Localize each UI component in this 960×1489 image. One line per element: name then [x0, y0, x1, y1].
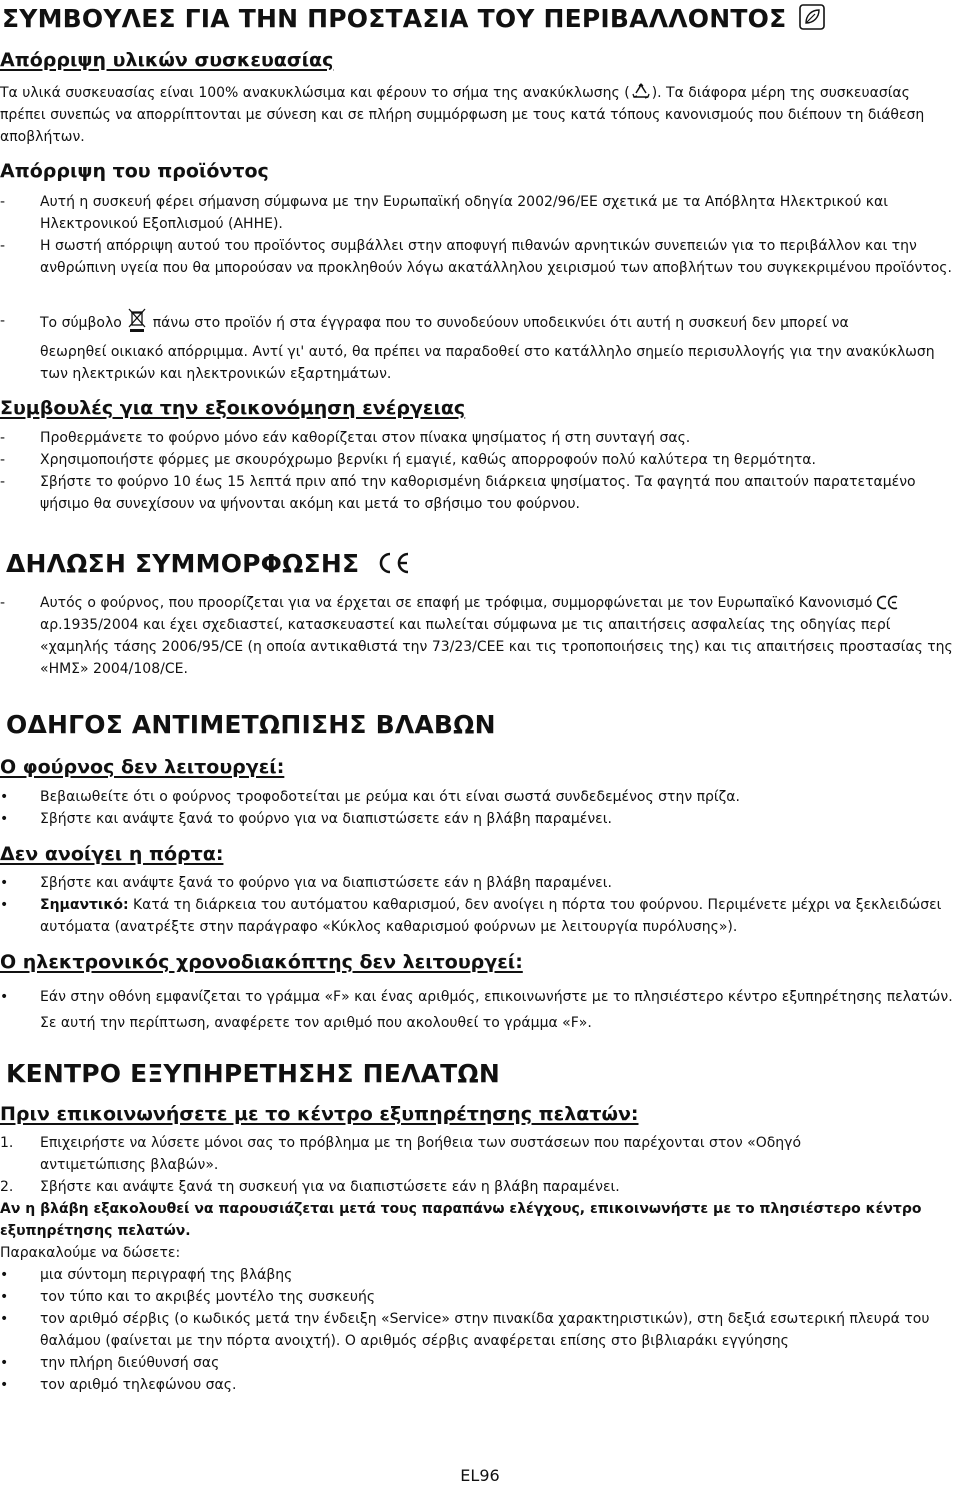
ce-mark-icon: [877, 595, 899, 610]
document-page: ΣΥΜΒΟΥΛΕΣ ΓΙΑ ΤΗΝ ΠΡΟΣΤΑΣΙΑ ΤΟΥ ΠΕΡΙΒΑΛΛΟΝΤΟΣ Απόρριψη υλικών συσκευασίας Τα υλικά συσκευασίας είναι 100% ανακυκλώσιμα και φέρουν το σήμα της ανακύκλωσης ( ). Τα διάφορα μέρη της συσκευασίας πρέπει συνεπώς να απορρίπτονται με σύνεση και σε πλήρη συμμόρφωση με τους κατά τόπους κανονισμούς που διέπουν τη διάθεση αποβλήτων. Απόρριψη του προϊόντος - Αυτή η συσκευή φέρει σήμανση σύμφωνα με την Ευρωπαϊκή οδηγία 2002/96/ΕΕ σχετικά με τα Απόβλητα Ηλεκτρικού και Ηλεκτρονικού Εξοπλισμού (ΑΗΗΕ). - Η σωστή απόρριψη αυτού του προϊόντος συμβάλλει στην αποφυγή πιθανών αρνητικών συνεπειών για το περιβάλλον και την ανθρώπινη υγεία που θα μπορούσαν να προκληθούν λόγω ακατάλληλου χειρισμού των αποβλήτων του συγκεκριμένου προϊόντος. - Το σύμβολο πάνω στο προϊόν ή στα έγγραφα που το συνοδεύουν υποδεικνύει ότι αυτή η συσκευή δεν μπορεί να θεωρηθεί οικιακό απόρριμμα. Αντί γι' αυτό, θα πρέπει να παραδοθεί στο κατάλληλο σημείο περισυλλογής για την ανακύκλωση των ηλεκτρικών και ηλεκτρονικών εξαρτημάτων. Συμβουλές για την εξοικονόμηση ενέργειας - Προθερμάνετε το φούρνο μόνο εάν καθορίζεται στον πίνακα ψησίματος ή στη συνταγή σας. - Χρησιμοποιήστε φόρμες με σκουρόχρωμο βερνίκι ή εμαγιέ, καθώς απορροφούν πολύ καλύτερα τη θερμότητα. - Σβήστε το φούρνο 10 έως 15 λεπτά πριν από την καθορισμένη διάρκεια ψησίματος. Τα φαγητά που απαιτούν παρατεταμένο ψήσιμο θα συνεχίσουν να ψήνονται ακόμη και μετά το σβήσιμο του φούρνου. ΔΗΛΩΣΗ ΣΥΜΜΟΡΦΩΣΗΣ - Αυτός ο φούρνος, που προορίζεται για να έρχεται σε επαφή με τρόφιμα, συμμορφώνεται με τον Ευρωπαϊκό Κανονισμό αρ.1935/2004 και έχει σχεδιαστεί, κατασκευαστεί και πωλείται σύμφωνα με τις απαιτήσεις ασφαλείας της οδηγίας περί «χαμηλής τάσης 2006/95/CE (η οποία αντικαθιστά την 73/23/CEE και τις τροποποιήσεις της) και τις απαιτήσεις προστασίας της «ΗΜΣ» 2004/108/CE. ΟΔΗΓΟΣ ΑΝΤΙΜΕΤΩΠΙΣΗΣ ΒΛΑΒΩΝ Ο φούρνος δεν λειτουργεί: • Βεβαιωθείτε ότι ο φούρνος τροφοδοτείται με ρεύμα και ότι είναι σωστά συνδεδεμένος στην πρίζα. • Σβήστε και ανάψτε ξανά το φούρνο για να διαπιστώσετε εάν η βλάβη παραμένει. Δεν ανοίγει η πόρτα: • Σβήστε και ανάψτε ξανά το φούρνο για να διαπιστώσετε εάν η βλάβη παραμένει. • Σημαντικό: Κατά τη διάρκεια του αυτόματου καθαρισμού, δεν ανοίγει η πόρτα του φούρνου. Περιμένετε μέχρι να ξεκλειδώσει αυτόματα (ανατρέξτε στην παράγραφο «Κύκλος καθαρισμού φούρνων με λειτουργία πυρόλυσης»). Ο ηλεκτρονικός χρονοδιακόπτης δεν λειτουργεί: • Εάν στην οθόνη εμφανίζεται το γράμμα «F» και ένας αριθμός, επικοινωνήστε με το πλησιέστερο κέντρο εξυπηρέτησης πελατών. Σε αυτή την περίπτωση, αναφέρετε τον αριθμό που ακολουθεί το γράμμα «F». ΚΕΝΤΡΟ ΕΞΥΠΗΡΕΤΗΣΗΣ ΠΕΛΑΤΩΝ Πριν επικοινωνήσετε με το κέντρο εξυπηρέτησης πελατών: 1. Επιχειρήστε να λύσετε μόνοι σας το πρόβλημα με τη βοήθεια των συστάσεων που παρέχονται στον «Οδηγό αντιμετώπισης βλαβών». 2. Σβήστε και ανάψτε ξανά τη συσκευή για να διαπιστώσετε εάν η βλάβη παραμένει. Αν η βλάβη εξακολουθεί να παρουσιάζεται μετά τους παραπάνω ελέγχους, επικοινωνήστε με το πλησιέστερο κέντρο εξυπηρέτησης πελατών. Παρακαλούμε να δώσετε: • μια σύντομη περιγραφή της βλάβης • τον τύπο και το ακριβές μοντέλο της συσκευής • τον αριθμό σέρβις (ο κωδικός μετά την ένδειξη «Service» στην πινακίδα χαρακτηριστικών), στη δεξιά εσωτερική πλευρά του θαλάμου (φαίνεται με την πόρτα ανοιχτή). Ο αριθμός σέρβις αναφέρεται επίσης στο βιβλιαράκι εγγύησης • την πλήρη διεύθυνσή σας • τον αριθμό τηλεφώνου σας. EL96: [0, 0, 960, 1489]
crossed-bin-icon: [128, 307, 146, 333]
bullet-marker: •: [0, 989, 9, 1005]
compliance-title: ΔΗΛΩΣΗ ΣΥΜΜΟΡΦΩΣΗΣ: [6, 549, 360, 578]
oven-not-working-title: Ο φούρνος δεν λειτουργεί:: [0, 756, 285, 778]
bullet-marker: •: [0, 1267, 9, 1283]
dash-marker: -: [0, 452, 6, 468]
step-number: 1.: [0, 1135, 14, 1151]
important-label: Σημαντικό:: [40, 897, 129, 913]
energy-title: Συμβουλές για την εξοικονόμηση ενέργειας: [0, 397, 466, 419]
environment-title: ΣΥΜΒΟΥΛΕΣ ΓΙΑ ΤΗΝ ΠΡΟΣΤΑΣΙΑ ΤΟΥ ΠΕΡΙΒΑΛΛΟΝΤΟΣ: [2, 4, 787, 33]
dash-marker: -: [0, 430, 6, 446]
door-not-opening-title: Δεν ανοίγει η πόρτα:: [0, 843, 224, 865]
environment-heading: [2, 4, 825, 33]
bullet-marker: •: [0, 897, 9, 913]
bullet-marker: •: [0, 1311, 9, 1327]
bullet-marker: •: [0, 875, 9, 891]
ce-mark-icon: [374, 551, 412, 575]
bullet-marker: •: [0, 789, 9, 805]
service-title: ΚΕΝΤΡΟ ΕΞΥΠΗΡΕΤΗΣΗΣ ΠΕΛΑΤΩΝ: [6, 1059, 501, 1088]
bullet-marker: •: [0, 1355, 9, 1371]
timer-not-working-title: Ο ηλεκτρονικός χρονοδιακόπτης δεν λειτουργεί:: [0, 951, 523, 973]
symbol-paragraph-continued: θεωρηθεί οικιακό απόρριμμα. Αντί γι' αυτό, θα πρέπει να παραδοθεί στο κατάλληλο σημείο περισυλλογής για την ανακύκλωση των ηλεκτρικών και ηλεκτρονικών εξαρτημάτων.: [40, 344, 935, 382]
dash-marker: -: [0, 313, 6, 329]
recycle-icon: [630, 83, 652, 101]
contact-note: Αν η βλάβη εξακολουθεί να παρουσιάζεται μετά τους παραπάνω ελέγχους, επικοινωνήστε με το πλησιέστερο κέντρο εξυπηρέτησης πελατών.: [0, 1201, 922, 1239]
packaging-paragraph: Τα υλικά συσκευασίας είναι 100% ανακυκλώσιμα και φέρουν το σήμα της ανακύκλωσης ( ). Τα διάφορα μέρη της συσκευασίας πρέπει συνεπώς να απορρίπτονται με σύνεση και σε πλήρη συμμόρφωση με τους κατά τόπους κανονισμούς που διέπουν τη διάθεση αποβλήτων.: [0, 85, 925, 145]
leaf-box-icon: [799, 4, 825, 30]
troubleshooting-title: ΟΔΗΓΟΣ ΑΝΤΙΜΕΤΩΠΙΣΗΣ ΒΛΑΒΩΝ: [6, 710, 496, 739]
provide-label: Παρακαλούμε να δώσετε:: [0, 1245, 181, 1261]
bullet-marker: •: [0, 1289, 9, 1305]
dash-marker: -: [0, 238, 6, 254]
packaging-title: Απόρριψη υλικών συσκευασίας: [0, 49, 334, 71]
product-disposal-title: Απόρριψη του προϊόντος: [0, 160, 269, 182]
page-number: EL96: [460, 1466, 500, 1485]
bullet-marker: •: [0, 811, 9, 827]
before-contacting-title: Πριν επικοινωνήσετε με το κέντρο εξυπηρέτησης πελατών:: [0, 1103, 639, 1125]
dash-marker: -: [0, 595, 6, 611]
dash-marker: -: [0, 194, 6, 210]
step-number: 2.: [0, 1179, 14, 1195]
dash-marker: -: [0, 474, 6, 490]
compliance-heading: [6, 549, 412, 578]
bullet-marker: •: [0, 1377, 9, 1393]
